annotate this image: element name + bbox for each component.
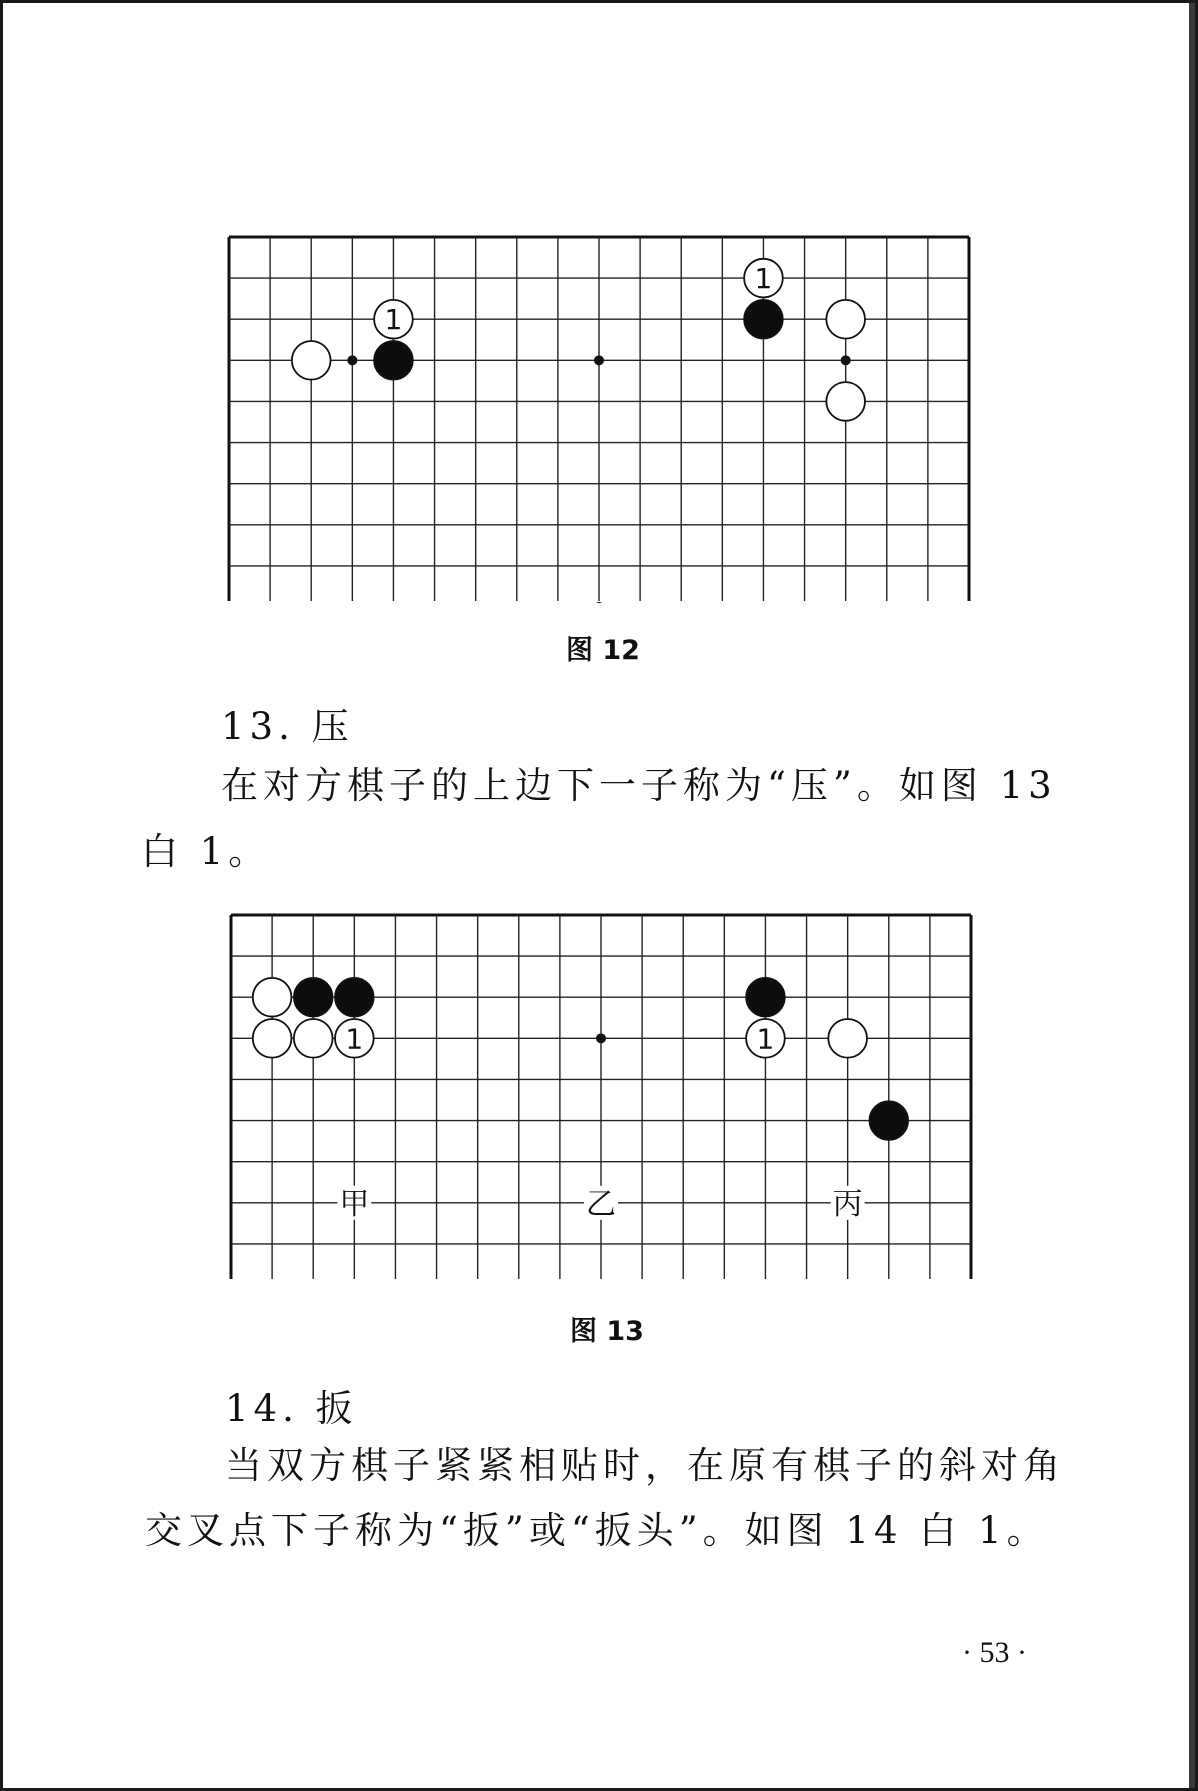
go-diagram-figure-12 [227, 233, 972, 603]
board-grid [231, 915, 971, 1279]
white-stone [253, 978, 292, 1017]
star-point [347, 355, 357, 365]
star-point [596, 1033, 606, 1043]
board-grid [229, 237, 969, 601]
position-marker: 甲 [339, 1186, 370, 1222]
section-13-line-2: 白 1。 [141, 830, 271, 873]
page-edge [1189, 3, 1195, 1788]
white-stone [828, 1019, 867, 1058]
section-13-line-1: 在对方棋子的上边下一子称为“压”。如图 13 [221, 764, 1057, 807]
section-14-heading: 14. 扳 [225, 1387, 358, 1430]
move-number-label: 1 [384, 303, 403, 337]
go-board-figure-12 [227, 233, 972, 603]
go-diagram-figure-13 [229, 911, 974, 1281]
white-stone [292, 341, 331, 380]
star-point [594, 355, 604, 365]
section-14-line-1: 当双方棋子紧紧相贴时，在原有棋子的斜对角 [225, 1444, 1065, 1487]
move-number-label: 1 [756, 1022, 775, 1056]
white-stone [253, 1019, 292, 1058]
black-stone [294, 978, 333, 1017]
star-point [841, 355, 851, 365]
star-point [594, 602, 604, 603]
black-stone [744, 300, 783, 339]
black-stone [335, 978, 374, 1017]
black-stone [869, 1101, 908, 1140]
position-marker: 乙 [586, 1186, 616, 1222]
figure-13-caption: 图 13 [570, 1316, 644, 1347]
white-stone [826, 382, 865, 421]
white-stone [294, 1019, 333, 1058]
section-14-line-2: 交叉点下子称为“扳”或“扳头”。如图 14 白 1。 [145, 1509, 1049, 1552]
white-stone [826, 300, 865, 339]
position-marker: 丙 [832, 1186, 863, 1222]
black-stone [746, 978, 785, 1017]
black-stone [374, 341, 413, 380]
move-number-label: 1 [754, 262, 773, 296]
figure-12-caption: 图 12 [566, 635, 640, 666]
go-board-figure-13 [229, 911, 974, 1281]
page-number: · 53 · [962, 1636, 1027, 1669]
move-number-label: 1 [345, 1022, 364, 1056]
section-13-heading: 13. 压 [221, 705, 354, 748]
